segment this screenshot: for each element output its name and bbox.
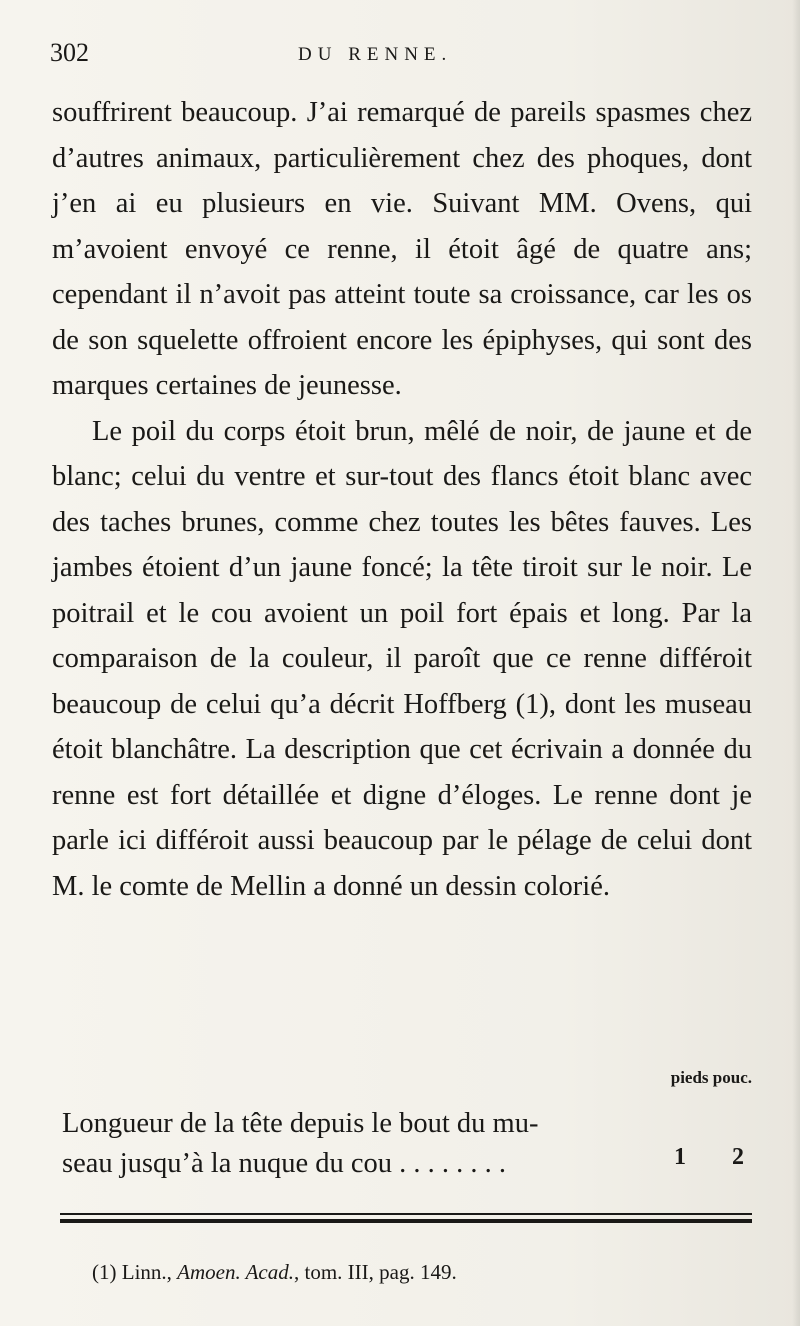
measurement-label-line-2: seau jusqu’à la nuque du cou . . . . . . . . [62,1148,507,1179]
measurement-value-pieds: 1 [674,1144,686,1170]
running-head [50,38,750,78]
page-number: 302 [50,38,89,67]
page-edge-shadow [792,0,800,1326]
footnote-title: Amoen. Acad. [177,1260,294,1284]
measurement-label-line-1: Longueur de la tête depuis le bout du mu- [62,1108,539,1139]
footnote [92,1260,457,1285]
footnote-reference: , tom. III, pag. 149. [294,1260,457,1284]
measurement-value-pouces: 2 [732,1144,744,1170]
measurement-label [62,1104,662,1184]
footnote-marker: (1) Linn., [92,1260,172,1284]
units-header: pieds pouc. [670,1068,752,1087]
body-text [52,90,752,909]
page-header-title: DU RENNE. [298,44,453,65]
paragraph-1: souffrirent beaucoup. J’ai remarqué de pareils spasmes chez d’autres animaux, particulièrement chez des phoques, dont j’en ai eu plusieurs en vie. Suivant MM. Ovens, qui m’avoient envoyé ce renne, il étoit âgé de quatre ans; cependant il n’avoit pas atteint toute sa croissance, car les os de son squelette offroient encore les épiphyses, qui sont des marques certaines de jeunesse. [52,97,752,401]
footnote-rule-thick [60,1219,752,1223]
paragraph-2: Le poil du corps étoit brun, mêlé de noir, de jaune et de blanc; celui du ventre et sur-tout des flancs étoit blanc avec des taches brunes, comme chez toutes les bêtes fauves. Les jambes étoient d’un jaune foncé; la tête tiroit sur le noir. Le poitrail et le cou avoient un poil fort épais et long. Par la comparaison de la couleur, il paroît que ce renne différoit beaucoup de celui qu’a décrit Hoffberg (1), dont les museau étoit blanchâtre. La description que cet écrivain a donnée du renne est fort détaillée et digne d’éloges. Le renne dont je parle ici différoit aussi beaucoup par le pélage de celui dont M. le comte de Mellin a donné un dessin colorié. [52,415,752,902]
footnote-rule-thin [60,1213,752,1215]
